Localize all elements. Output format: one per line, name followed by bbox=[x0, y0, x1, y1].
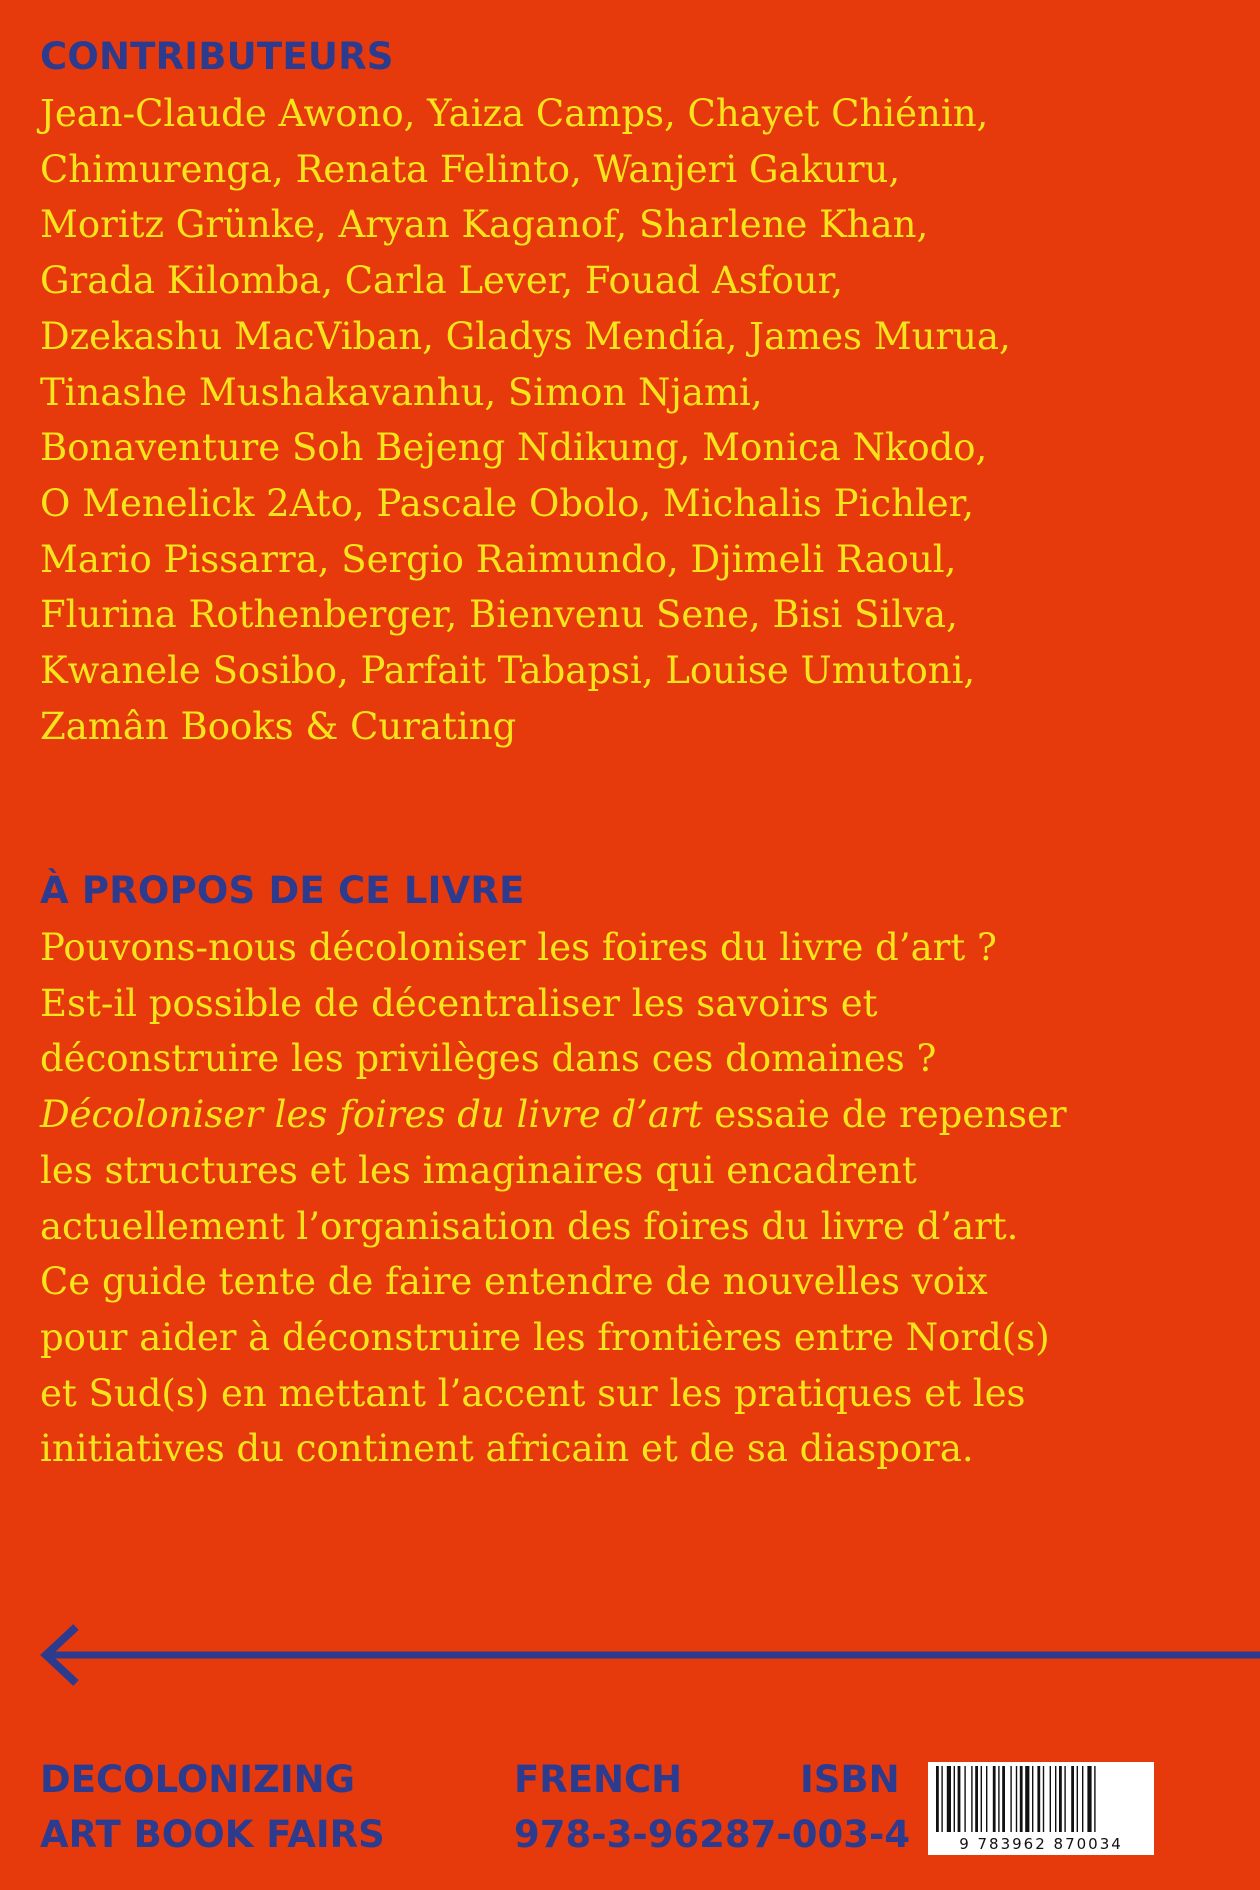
barcode-bar bbox=[954, 1766, 955, 1832]
barcode-bar bbox=[1016, 1766, 1017, 1832]
barcode-bar bbox=[1037, 1766, 1040, 1832]
language-label: FRENCH bbox=[514, 1758, 683, 1801]
barcode-bar bbox=[1010, 1766, 1011, 1832]
contributors-line: Grada Kilomba, Carla Lever, Fouad Asfour, bbox=[40, 259, 844, 303]
contributors-line: Bonaventure Soh Bejeng Ndikung, Monica Nkodo, bbox=[40, 426, 988, 470]
about-line-rest: essaie de repenser bbox=[702, 1093, 1067, 1137]
barcode-digits: 9 783962 870034 bbox=[959, 1835, 1123, 1853]
barcode bbox=[928, 1762, 1154, 1855]
contributors-line: Moritz Grünke, Aryan Kaganof, Sharlene Khan, bbox=[40, 203, 929, 247]
contributors-list bbox=[40, 86, 1200, 754]
contributors-line: Dzekashu MacViban, Gladys Mendía, James Murua, bbox=[40, 314, 1011, 358]
barcode-bar bbox=[1077, 1766, 1078, 1832]
barcode-bar bbox=[1050, 1766, 1051, 1832]
barcode-bar bbox=[1002, 1766, 1005, 1832]
contributors-line: Zamân Books & Curating bbox=[40, 704, 517, 748]
about-text bbox=[40, 920, 1200, 1477]
isbn-label: ISBN bbox=[800, 1758, 900, 1801]
barcode-bar bbox=[958, 1766, 961, 1832]
about-line: Pouvons-nous décoloniser les foires du livre d’art ? bbox=[40, 926, 997, 969]
about-line: déconstruire les privilèges dans ces domaines ? bbox=[40, 1037, 937, 1081]
about-line: initiatives du continent africain et de sa diaspora. bbox=[40, 1427, 974, 1471]
barcode-bar bbox=[1032, 1766, 1033, 1832]
left-arrow-icon bbox=[0, 1620, 1260, 1690]
about-line: Ce guide tente de faire entendre de nouvelles voix bbox=[40, 1260, 988, 1304]
contributors-line: Jean-Claude Awono, Yaiza Camps, Chayet Chiénin, bbox=[40, 92, 989, 135]
contributors-line: Tinashe Mushakavanhu, Simon Njami, bbox=[40, 370, 763, 414]
contributors-line: Flurina Rothenberger, Bienvenu Sene, Bisi Silva, bbox=[40, 593, 958, 637]
barcode-bar bbox=[964, 1766, 965, 1832]
contributors-line: Chimurenga, Renata Felinto, Wanjeri Gakuru, bbox=[40, 147, 901, 191]
book-title-italic: Décoloniser les foires du livre d’art bbox=[40, 1093, 703, 1137]
barcode-bar bbox=[986, 1766, 987, 1832]
footer-title-line: DECOLONIZING bbox=[40, 1758, 355, 1801]
barcode-bar bbox=[1082, 1766, 1083, 1832]
contributors-heading: CONTRIBUTEURS bbox=[40, 35, 394, 78]
barcode-bar bbox=[993, 1766, 996, 1832]
barcode-bar bbox=[936, 1766, 939, 1832]
barcode-bar bbox=[1025, 1766, 1029, 1832]
about-line: les structures et les imaginaires qui encadrent bbox=[40, 1148, 917, 1192]
footer-title bbox=[40, 1752, 385, 1862]
barcode-bar bbox=[1087, 1766, 1091, 1832]
contributors-line: Kwanele Sosibo, Parfait Tabapsi, Louise Umutoni, bbox=[40, 649, 976, 693]
barcode-bar bbox=[1094, 1766, 1095, 1832]
barcode-bar bbox=[971, 1766, 972, 1832]
barcode-bar bbox=[998, 1766, 999, 1832]
barcode-bar bbox=[1064, 1766, 1065, 1832]
barcode-bar bbox=[941, 1766, 942, 1832]
barcode-bar bbox=[947, 1766, 951, 1832]
about-heading: À PROPOS DE CE LIVRE bbox=[40, 869, 525, 912]
barcode-bar bbox=[1055, 1766, 1056, 1832]
isbn-number: 978-3-96287-003-4 bbox=[514, 1813, 911, 1856]
contributors-line: O Menelick 2Ato, Pascale Obolo, Michalis Pichler, bbox=[40, 481, 975, 525]
barcode-bar bbox=[1020, 1766, 1023, 1832]
about-line: et Sud(s) en mettant l’accent sur les pratiques et les bbox=[40, 1371, 1026, 1415]
barcode-bar bbox=[975, 1766, 978, 1832]
footer-title-line: ART BOOK FAIRS bbox=[40, 1813, 385, 1856]
barcode-bar bbox=[1071, 1766, 1074, 1832]
about-line-title bbox=[40, 1087, 1200, 1143]
about-line: pour aider à déconstruire les frontières entre Nord(s) bbox=[40, 1315, 1050, 1359]
barcode-bar bbox=[981, 1766, 982, 1832]
about-line: actuellement l’organisation des foires du livre d’art. bbox=[40, 1204, 1019, 1248]
about-line: Est-il possible de décentraliser les savoirs et bbox=[40, 981, 878, 1025]
barcode-bar bbox=[1043, 1766, 1044, 1832]
barcode-bars bbox=[928, 1766, 1154, 1838]
barcode-bar bbox=[1059, 1766, 1062, 1832]
contributors-line: Mario Pissarra, Sergio Raimundo, Djimeli Raoul, bbox=[40, 537, 957, 581]
